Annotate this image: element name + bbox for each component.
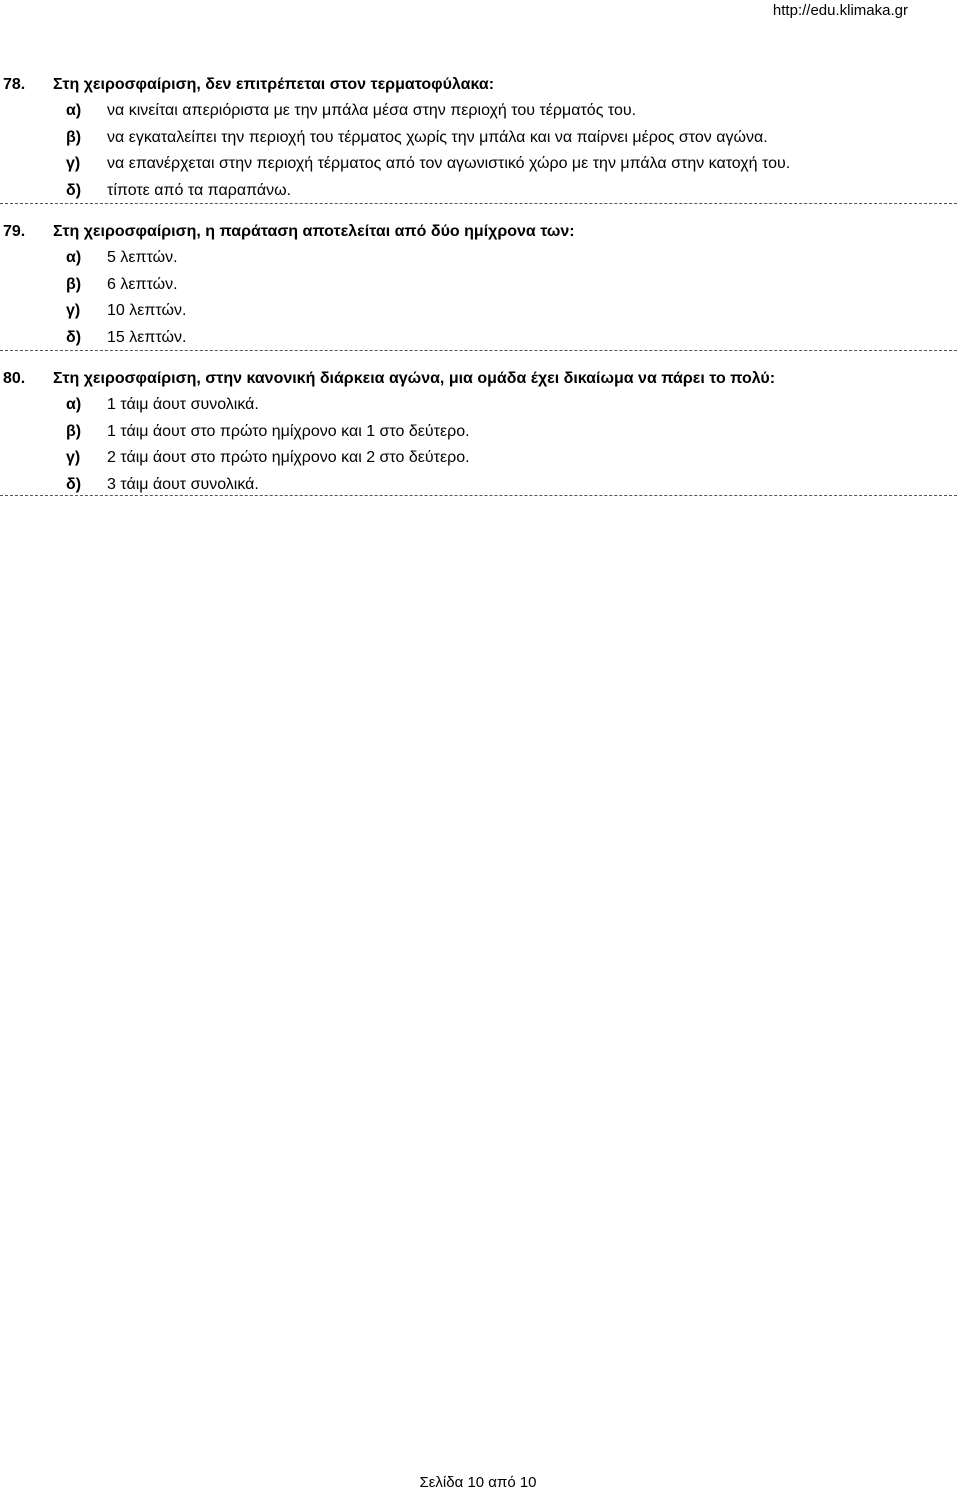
option-item (0, 178, 960, 205)
option-item (0, 325, 960, 352)
question-text: Στη χειροσφαίριση, στην κανονική διάρκεια αγώνα, μια ομάδα έχει δικαίωμα να πάρει το πολύ: (53, 370, 776, 387)
question-text: Στη χειροσφαίριση, δεν επιτρέπεται στον τερματοφύλακα: (53, 76, 495, 93)
option-text: τίποτε από τα παραπάνω. (107, 181, 292, 199)
option-item (0, 151, 960, 178)
option-text: 10 λεπτών. (107, 302, 187, 319)
option-label: γ) (66, 155, 81, 172)
option-label: α) (66, 249, 82, 266)
option-label: γ) (66, 449, 81, 466)
question-header (0, 219, 960, 245)
question-separator (0, 350, 957, 351)
option-item (0, 419, 960, 446)
option-label: δ) (66, 328, 82, 346)
question-header (0, 72, 960, 98)
option-label: β) (66, 128, 82, 146)
option-label: α) (66, 396, 82, 413)
question-number: 78. (3, 76, 26, 93)
option-item (0, 272, 960, 299)
option-text: να εγκαταλείπει την περιοχή του τέρματος χωρίς την μπάλα και να παίρνει μέρος στον αγώνα. (107, 128, 768, 146)
question-text: Στη χειροσφαίριση, η παράταση αποτελείται από δύο ημίχρονα των: (53, 223, 575, 240)
option-item (0, 445, 960, 472)
option-label: γ) (66, 302, 81, 319)
question-78 (0, 72, 960, 204)
option-text: να κινείται απεριόριστα με την μπάλα μέσα στην περιοχή του τέρματός του. (107, 102, 637, 119)
option-label: β) (66, 275, 82, 293)
page-footer (0, 1474, 960, 1491)
option-text: 6 λεπτών. (107, 275, 178, 293)
header-url[interactable]: http://edu.klimaka.gr (772, 2, 908, 19)
option-text: να επανέρχεται στην περιοχή τέρματος από τον αγωνιστικό χώρο με την μπάλα στην κατοχή του. (107, 155, 791, 172)
question-79 (0, 219, 960, 351)
question-header (0, 366, 960, 392)
option-item (0, 298, 960, 325)
option-label: α) (66, 102, 82, 119)
question-80 (0, 366, 960, 498)
option-text: 2 τάιμ άουτ στο πρώτο ημίχρονο και 2 στο δεύτερο. (107, 449, 470, 466)
option-text: 1 τάιμ άουτ συνολικά. (107, 396, 259, 413)
question-number: 79. (3, 223, 26, 240)
question-separator (0, 495, 957, 496)
option-item (0, 392, 960, 419)
option-item (0, 98, 960, 125)
question-number: 80. (3, 370, 26, 387)
option-item (0, 245, 960, 272)
option-text: 1 τάιμ άουτ στο πρώτο ημίχρονο και 1 στο δεύτερο. (107, 422, 470, 440)
question-separator (0, 203, 957, 204)
option-text: 5 λεπτών. (107, 249, 178, 266)
option-item (0, 125, 960, 152)
option-label: δ) (66, 181, 82, 199)
page-number: Σελίδα 10 από 10 (419, 1474, 537, 1491)
option-text: 15 λεπτών. (107, 328, 187, 346)
option-label: δ) (66, 475, 82, 493)
option-label: β) (66, 422, 82, 440)
option-text: 3 τάιμ άουτ συνολικά. (107, 475, 259, 493)
